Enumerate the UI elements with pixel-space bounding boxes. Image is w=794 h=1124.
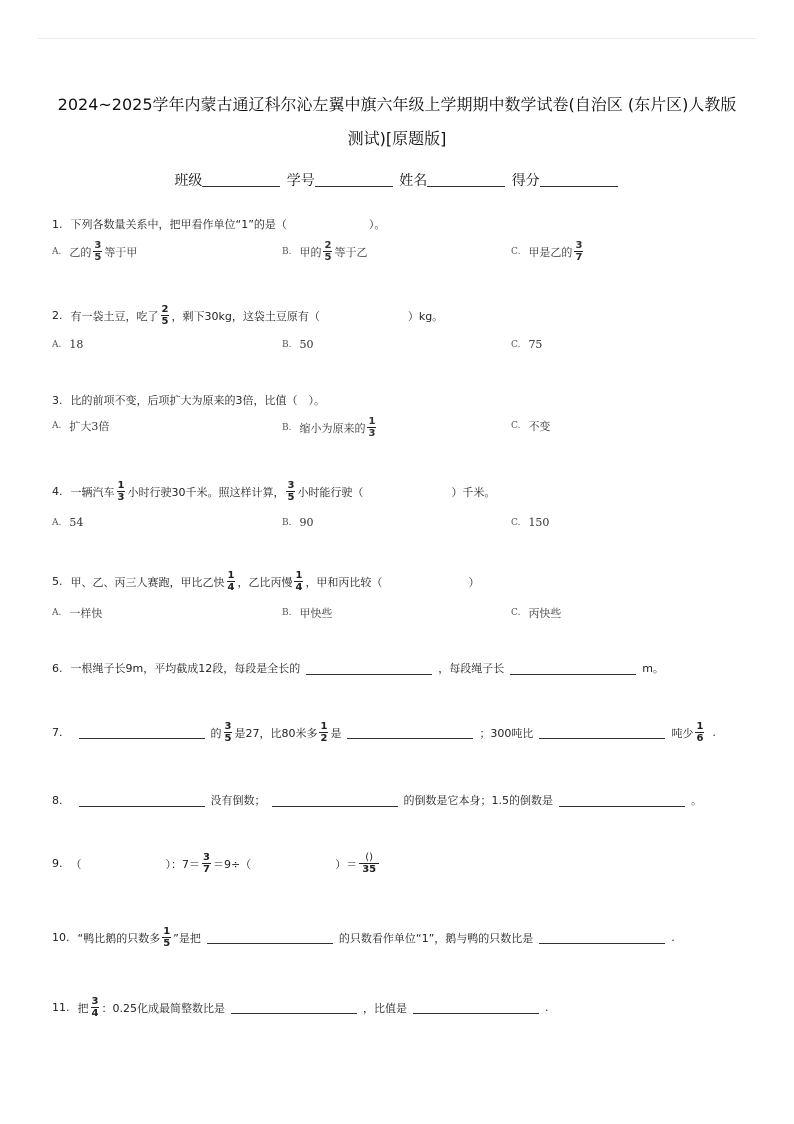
answer-blank[interactable] xyxy=(539,726,665,739)
fraction: $\frac{()}{35}$ xyxy=(359,852,379,875)
option-c[interactable]: C. 不变 xyxy=(511,420,551,433)
question-8: 8. 没有倒数； 的倒数是它本身；1.5的倒数是 。 xyxy=(52,793,702,807)
question-9: 9. （ ）：7＝ $\frac{3}{7}$ ＝9÷（ ）＝ $\frac{()}{35}$ xyxy=(52,852,754,875)
question-10: 10. “鸭比鹅的只数多 $\frac{1}{5}$ ”是把 的只数看作单位“1”，鹅与鸭的只数比是 . xyxy=(52,926,675,949)
student-id-label: 学号 xyxy=(286,173,315,189)
name-label: 姓名 xyxy=(399,173,428,189)
fraction: $\frac{2}{5}$ xyxy=(324,240,332,263)
fraction: $\frac{3}{5}$ xyxy=(287,480,295,503)
question-2: 2. 有一袋土豆，吃了 $\frac{2}{5}$ ，剩下30kg，这袋土豆原有（ ）kg。 xyxy=(52,304,444,327)
question-11: 11. 把 $\frac{3}{4}$ ：0.25化成最简整数比是 ，比值是 . xyxy=(52,996,549,1019)
fraction: $\frac{1}{3}$ xyxy=(368,416,376,439)
answer-blank[interactable] xyxy=(510,662,636,675)
class-label: 班级 xyxy=(174,173,203,189)
option-b[interactable]: B. 90 xyxy=(282,516,314,529)
fraction: $\frac{1}{6}$ xyxy=(696,721,704,744)
question-3: 3. 比的前项不变，后项扩大为原来的3倍，比值（ ）。 xyxy=(52,393,325,407)
fraction: $\frac{3}{4}$ xyxy=(91,996,99,1019)
question-text: 下列各数量关系中，把甲看作单位“1”的是（ xyxy=(70,218,287,231)
answer-blank[interactable] xyxy=(207,931,333,944)
answer-blank[interactable] xyxy=(231,1001,357,1014)
question-tail: ）。 xyxy=(368,218,386,231)
question-number: 6. xyxy=(52,661,63,675)
answer-blank[interactable] xyxy=(413,1001,539,1014)
question-number: 3. xyxy=(52,393,63,407)
fraction: $\frac{3}{7}$ xyxy=(203,852,210,875)
question-5: 5. 甲、乙、丙三人赛跑，甲比乙快 $\frac{1}{4}$ ，乙比丙慢 $\frac{1}{4}$ ，甲和丙比较（ ） xyxy=(52,570,480,593)
question-number: 1. xyxy=(52,217,63,231)
answer-blank[interactable] xyxy=(306,662,432,675)
question-1 xyxy=(52,216,754,232)
title-line-2: 测试)[原题版] xyxy=(347,129,447,148)
question-number: 9. xyxy=(52,857,63,870)
title-line-1: 2024~2025学年内蒙古通辽科尔沁左翼中旗六年级上学期期中数学试卷(自治区 (东片区)人教版 xyxy=(57,95,737,114)
question-number: 8. xyxy=(52,793,63,807)
fraction: $\frac{1}{5}$ xyxy=(163,926,171,949)
question-7: 7. 的 $\frac{3}{5}$ 是27，比80米多 $\frac{1}{2}$ 是 ；300吨比 吨少 $\frac{1}{6}$ . xyxy=(52,721,716,744)
fraction: $\frac{2}{5}$ xyxy=(161,304,169,327)
fraction: $\frac{3}{5}$ xyxy=(224,721,232,744)
name-field[interactable] xyxy=(427,172,505,187)
student-info-row xyxy=(0,170,794,190)
fraction: $\frac{1}{4}$ xyxy=(227,570,235,593)
option-b[interactable]: B. 甲快些 xyxy=(282,607,333,620)
question-4: 4. 一辆汽车 $\frac{1}{3}$ 小时行驶30千米。照这样计算， $\frac{3}{5}$ 小时能行驶（ ）千米。 xyxy=(52,480,496,503)
class-field[interactable] xyxy=(202,172,280,187)
top-divider xyxy=(38,38,756,39)
option-c[interactable]: C. 75 xyxy=(511,338,543,351)
score-label: 得分 xyxy=(511,173,540,189)
option-c[interactable]: C. 甲是乙的 $\frac{3}{7}$ xyxy=(511,240,583,263)
question-number: 2. xyxy=(52,309,63,322)
score-field[interactable] xyxy=(540,172,618,187)
option-b[interactable]: B. 50 xyxy=(282,338,314,351)
fraction: $\frac{1}{3}$ xyxy=(117,480,125,503)
option-b[interactable]: B. 甲的 $\frac{2}{5}$ 等于乙 xyxy=(282,240,368,263)
student-id-field[interactable] xyxy=(315,172,393,187)
option-a[interactable]: A. 54 xyxy=(52,516,84,529)
option-a[interactable]: A. 扩大3倍 xyxy=(52,420,110,433)
answer-blank[interactable] xyxy=(79,726,205,739)
question-6: 6. 一根绳子长9m，平均截成12段，每段是全长的 ，每段绳子长 m。 xyxy=(52,661,664,675)
page-title xyxy=(30,88,764,156)
fraction: $\frac{1}{2}$ xyxy=(320,721,328,744)
option-a[interactable]: A. 乙的 $\frac{3}{5}$ 等于甲 xyxy=(52,240,138,263)
answer-blank[interactable] xyxy=(272,794,398,807)
question-number: 10. xyxy=(52,931,70,944)
answer-blank[interactable] xyxy=(79,794,205,807)
fraction: $\frac{1}{4}$ xyxy=(295,570,303,593)
option-c[interactable]: C. 丙快些 xyxy=(511,607,562,620)
question-number: 5. xyxy=(52,575,63,588)
fraction: $\frac{3}{5}$ xyxy=(94,240,102,263)
question-number: 7. xyxy=(52,726,63,739)
answer-blank[interactable] xyxy=(347,726,473,739)
option-c[interactable]: C. 150 xyxy=(511,516,550,529)
question-number: 11. xyxy=(52,1001,70,1014)
option-a[interactable]: A. 一样快 xyxy=(52,607,103,620)
answer-blank[interactable] xyxy=(559,794,685,807)
fraction: $\frac{3}{7}$ xyxy=(575,240,583,263)
question-number: 4. xyxy=(52,485,63,498)
option-a[interactable]: A. 18 xyxy=(52,338,84,351)
option-b[interactable]: B. 缩小为原来的 $\frac{1}{3}$ xyxy=(282,416,376,439)
answer-blank[interactable] xyxy=(539,931,665,944)
